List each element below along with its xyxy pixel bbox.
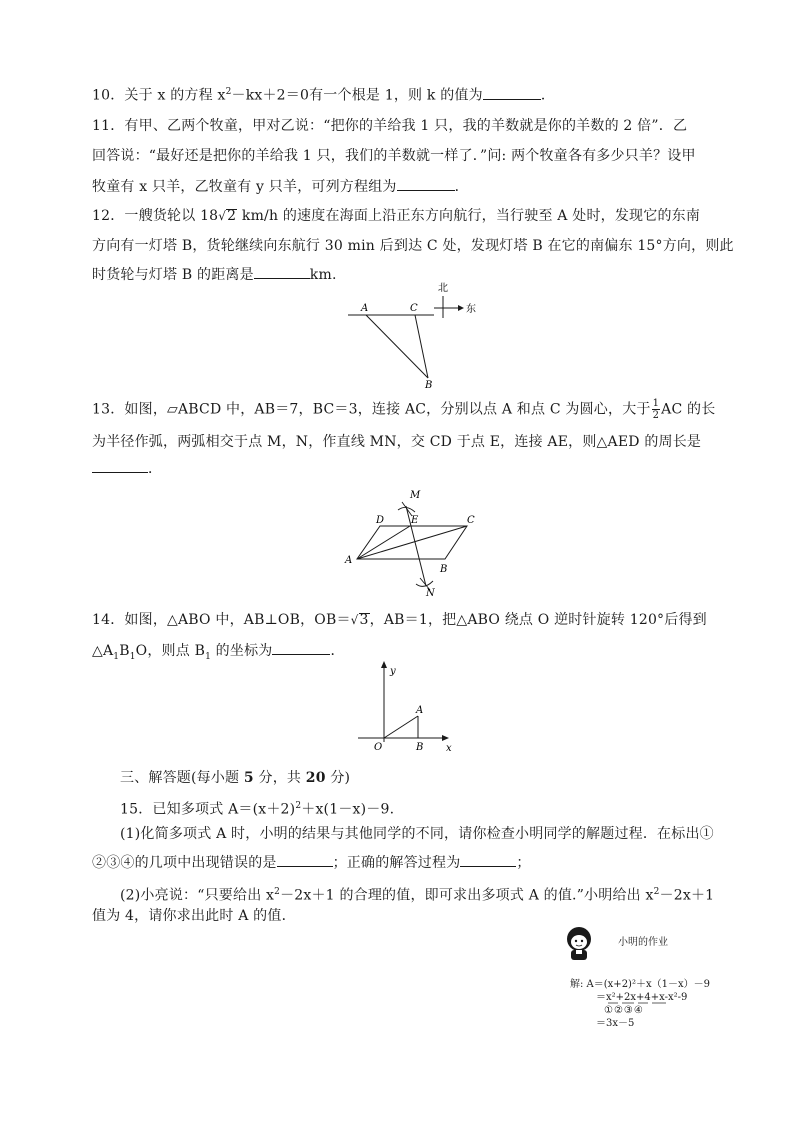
q13-label-m: M [410, 490, 421, 501]
q12-unit: km. [309, 267, 337, 283]
q10-text-a: 10．关于 x 的方程 x [92, 87, 226, 104]
q10-exponent: 2 [225, 87, 232, 97]
question-15-line-5: 值为 4，请你求出此时 A 的值． [92, 908, 296, 924]
q14-label-a: A [416, 705, 424, 716]
q15-exponent-1: 2 [295, 801, 302, 811]
q12-text-b: km/h 的速度在海面上沿正东方向航行，当行驶至 A 处时，发现它的东南 [237, 208, 701, 224]
q12-label-north: 北 [438, 283, 448, 294]
q12-segment-ab [366, 315, 428, 378]
section-3-points-total: 20 [305, 770, 326, 786]
q14-sqrt-value: 3 [359, 612, 369, 628]
q12-text-a: 12．一艘货轮以 18 [92, 208, 219, 224]
q13-fraction [652, 398, 661, 421]
q10-answer-blank[interactable] [483, 85, 541, 100]
q15-text-d: ；正确的解答过程为 [332, 855, 461, 871]
q13-text-a: 13．如图，▱ABCD 中，AB＝7，BC＝3，连接 AC，分别以点 A 和点 C 为圆心，大于 [92, 401, 651, 418]
q14-label-o: O [374, 742, 383, 753]
q14-label-y: y [390, 666, 396, 677]
question-15-line-1 [120, 796, 734, 820]
q12-figure [340, 278, 490, 390]
q14-text-f: 的坐标为 [211, 643, 273, 659]
question-15-line-4 [120, 882, 715, 906]
section-3-text-b: 分，共 [253, 770, 306, 786]
question-12-line-1: 12．一艘货轮以 18√2 km/h 的速度在海面上沿正东方向航行，当行驶至 A 处时，发现它的东南 [92, 208, 701, 224]
q13-fraction-numerator: 1 [652, 398, 660, 409]
homework-underline-marks [608, 1002, 678, 1005]
q14-subscript-1: 1 [113, 651, 120, 662]
section-3-text-a: 三、解答题(每小题 [120, 770, 244, 786]
q11-text: 牧童有 x 只羊，乙牧童有 y 只羊，可列方程组为 [92, 179, 397, 195]
q14-segment-oa [384, 716, 418, 738]
q12-label-b: B [425, 380, 433, 390]
q13-figure [340, 486, 490, 602]
q13-label-d: D [376, 515, 385, 526]
q11-period: ． [454, 179, 469, 195]
q15-text-g: －2x＋1 的合理的值，即可求出多项式 A 的值.”小明给出 x [280, 887, 654, 904]
q14-y-arrow [381, 661, 387, 668]
q10-text-b: －kx＋2＝0有一个根是 1，则 k 的值为 [231, 87, 483, 104]
q12-label-east: 东 [466, 304, 476, 315]
q14-text-a: 14．如图，△ABO 中，AB⊥OB，OB＝ [92, 612, 351, 628]
q12-answer-blank[interactable] [254, 264, 310, 279]
q13-text-b: AC 的长 [661, 401, 716, 418]
question-12-line-2: 方向有一灯塔 B，货轮继续向东航行 30 min 后到达 C 处，发现灯塔 B 在它的南偏东 15°方向，则此 [92, 238, 734, 254]
q12-east-arrow [458, 305, 464, 311]
q15-text-f: (2)小亮说：“只要给出 x [120, 887, 275, 904]
section-3-text-c: 分) [325, 770, 351, 786]
student-avatar-icon [562, 925, 596, 961]
q12-label-a: A [361, 303, 369, 314]
q11-answer-blank[interactable] [397, 176, 455, 191]
q14-text-c: △A [92, 643, 114, 659]
q14-subscript-3: 1 [205, 651, 212, 662]
q12-sqrt-value: 2 [227, 208, 237, 224]
q15-exponent-2: 2 [274, 887, 281, 897]
q12-text-c: 时货轮与灯塔 B 的距离是 [92, 267, 254, 283]
q13-segment-ae [357, 526, 410, 559]
homework-line-4: ＝3x－5 [596, 1018, 635, 1029]
question-14-line-1: 14．如图，△ABO 中，AB⊥OB，OB＝√3，AB＝1，把△ABO 绕点 O 逆时针旋转 120°后得到 [92, 612, 707, 628]
q14-period: ． [330, 643, 345, 659]
q13-label-n: N [426, 588, 435, 599]
q10-period: ． [540, 87, 556, 104]
q15-text-c: ②③④的几项中出现错误的是 [92, 855, 277, 871]
q15-exponent-3: 2 [653, 887, 660, 897]
q12-label-c: C [410, 303, 418, 314]
q15-text-h: －2x＋1 [659, 887, 715, 904]
q13-label-b: B [440, 564, 448, 575]
q14-text-b: ，AB＝1，把△ABO 绕点 O 逆时针旋转 120°后得到 [369, 612, 707, 628]
question-13-line-3 [92, 458, 706, 479]
question-11-line-1: 11．有甲、乙两个牧童，甲对乙说：“把你的羊给我 1 只，我的羊数就是你的羊数的 2 倍”．乙 [92, 118, 688, 134]
q14-subscript-2: 1 [129, 651, 136, 662]
question-13-line-1 [92, 398, 716, 421]
q12-segment-cb [415, 315, 428, 378]
q14-label-b: B [416, 742, 424, 753]
homework-line-2: ＝x²+2x+4+x-x²-9 [596, 992, 688, 1003]
question-15-line-3 [92, 852, 706, 873]
q14-text-d: B [119, 643, 130, 659]
q15-text-a: 15．已知多项式 A＝(x＋2) [120, 801, 296, 818]
q15-text-e: ； [516, 855, 531, 871]
q13-answer-blank[interactable] [92, 458, 148, 473]
homework-illustration [560, 925, 720, 1035]
homework-title: 小明的作业 [618, 937, 668, 948]
q14-x-arrow [442, 735, 449, 741]
question-11-line-2: 回答说：“最好还是把你的羊给我 1 只，我们的羊数就一样了．”问: 两个牧童各有多少只羊？设甲 [92, 148, 696, 164]
q15-answer-blank-1[interactable] [277, 852, 333, 867]
q13-label-a: A [345, 555, 353, 566]
q14-answer-blank[interactable] [272, 640, 330, 655]
homework-line-1: 解: A＝(x+2)²＋x（1－x）－9 [570, 979, 710, 990]
question-11-line-3 [92, 176, 706, 197]
homework-step-markers: ①②③④ [604, 1005, 644, 1016]
question-13-line-2: 为半径作弧，两弧相交于点 M，N，作直线 MN，交 CD 于点 E，连接 AE，则△AED 的周长是 [92, 434, 702, 450]
q13-label-e: E [411, 515, 419, 526]
q14-text-e: O，则点 B [135, 643, 206, 659]
q13-label-c: C [467, 515, 475, 526]
section-3-points-each: 5 [243, 770, 254, 786]
question-10 [92, 82, 706, 106]
q14-label-x: x [446, 743, 452, 754]
q13-period: ． [148, 461, 163, 477]
q15-answer-blank-2[interactable] [460, 852, 516, 867]
q13-fraction-denominator: 2 [652, 410, 660, 421]
section-3-heading [120, 768, 734, 788]
q15-text-b: ＋x(1－x)－9. [301, 801, 395, 818]
q13-arc-m [398, 502, 415, 516]
q14-figure [350, 660, 460, 756]
question-15-line-2: (1)化简多项式 A 时，小明的结果与其他同学的不同，请你检查小明同学的解题过程．在标出① [120, 826, 714, 842]
